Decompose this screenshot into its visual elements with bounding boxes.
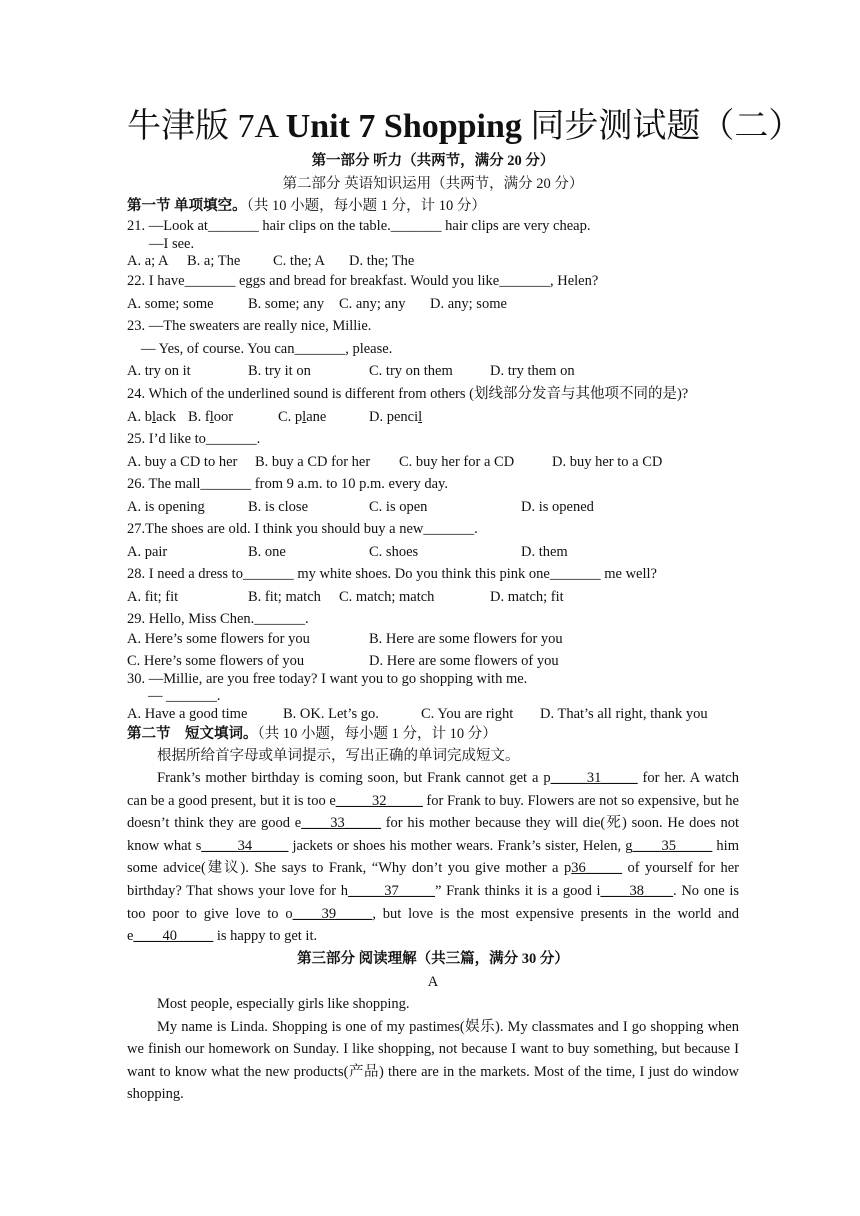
option-b[interactable]: B. buy a CD for her	[255, 454, 371, 470]
option-b[interactable]: B. Here are some flowers for you	[369, 631, 563, 647]
option-b[interactable]: B. try it on	[248, 363, 311, 379]
option-a[interactable]: A. black	[127, 409, 177, 425]
option-b[interactable]: B. some; any	[248, 296, 325, 312]
option-a[interactable]: A. Here’s some flowers for you	[127, 631, 310, 647]
option-d[interactable]: D. the; The	[349, 253, 415, 269]
option-d[interactable]: D. pencil	[369, 409, 423, 425]
option-b[interactable]: B. one	[248, 544, 286, 560]
option-a[interactable]: A. a; A	[127, 253, 169, 269]
option-c[interactable]: C. is open	[369, 499, 428, 515]
part2-heading: 第二部分 英语知识运用（共两节，满分 20 分）	[282, 176, 584, 192]
option-c[interactable]: C. the; A	[273, 253, 325, 269]
option-a[interactable]: A. Have a good time	[127, 706, 248, 722]
option-d[interactable]: D. Here are some flowers of you	[369, 653, 559, 669]
blank-38[interactable]: ____38____	[600, 882, 674, 899]
question-30-reply: — _______.	[148, 688, 221, 704]
passage-a-paragraph-1: Most people, especially girls like shopping.	[157, 996, 410, 1012]
option-c[interactable]: C. You are right	[421, 706, 514, 722]
option-b[interactable]: B. floor	[188, 409, 234, 425]
blank-37[interactable]: _____37_____	[348, 882, 435, 899]
option-c[interactable]: C. any; any	[339, 296, 406, 312]
option-b[interactable]: B. a; The	[187, 253, 241, 269]
passage-a-label: A	[427, 974, 439, 990]
question-23-reply: — Yes, of course. You can_______, please.	[141, 341, 393, 357]
question-26: 26. The mall_______ from 9 a.m. to 10 p.m. every day.	[127, 476, 448, 492]
question-29: 29. Hello, Miss Chen._______.	[127, 611, 309, 627]
option-a[interactable]: A. fit; fit	[127, 589, 179, 605]
section2-heading: 第二节 短文填词。（共 10 小题，每小题 1 分，计 10 分）	[127, 726, 497, 742]
option-c[interactable]: C. Here’s some flowers of you	[127, 653, 305, 669]
option-b[interactable]: B. is close	[248, 499, 309, 515]
blank-34[interactable]: _____34_____	[201, 837, 289, 854]
option-a[interactable]: A. is opening	[127, 499, 205, 515]
option-c[interactable]: C. match; match	[339, 589, 435, 605]
option-d[interactable]: D. any; some	[430, 296, 507, 312]
option-d[interactable]: D. is opened	[521, 499, 594, 515]
cloze-passage: Frank’s mother birthday is coming soon, but Frank cannot get a p_____31_____ for her. A watch can be a good present, but it is too e_____32_____ for Frank to buy. Flowers are not so expensive, but he doesn’t think they are good e____33_____ for his mother because they will die(死) soon. He does not know what s_____34_____ jackets or shoes his mother wears. Frank’s sister, Helen, g____35_____ him some advice(建议). She says to Frank, “Why don’t you give mother a p36_____ of yourself for her birthday? That shows your love for h_____37_____” Frank thinks it is a good i____38____. No one is too poor to give love to o____39_____, but love is the most expensive presents in the world and e____40_____ is happy to get it.	[127, 770, 739, 945]
page-title: 牛津版 7A Unit 7 Shopping 同步测试题（二）	[127, 108, 803, 145]
question-28: 28. I need a dress to_______ my white shoes. Do you think this pink one_______ me well?	[127, 566, 657, 582]
option-c[interactable]: C. plane	[278, 409, 327, 425]
option-d[interactable]: D. match; fit	[490, 589, 564, 605]
passage-a-paragraph-2: My name is Linda. Shopping is one of my pastimes(娱乐). My classmates and I go shopping when we finish our homework on Sunday. I like shopping, not because I want to buy something, but because I want to know what the new products(产品) there are in the markets. Most of the time, I just do window shopping.	[127, 1018, 739, 1103]
option-b[interactable]: B. OK. Let’s go.	[283, 706, 379, 722]
question-27: 27.The shoes are old. I think you should buy a new_______.	[127, 521, 478, 537]
passage-a	[127, 993, 739, 1106]
option-d[interactable]: D. them	[521, 544, 568, 560]
question-21: 21. —Look at_______ hair clips on the table._______ hair clips are very cheap.	[127, 218, 591, 234]
option-d[interactable]: D. That’s all right, thank you	[540, 706, 708, 722]
option-d[interactable]: D. buy her to a CD	[552, 454, 663, 470]
option-a[interactable]: A. try on it	[127, 363, 191, 379]
option-c[interactable]: C. buy her for a CD	[399, 454, 515, 470]
part1-heading: 第一部分 听力（共两节，满分 20 分）	[311, 153, 555, 169]
blank-39[interactable]: ____39_____	[292, 905, 373, 922]
question-24: 24. Which of the underlined sound is different from others (划线部分发音与其他项不同的是)?	[127, 386, 689, 402]
option-b[interactable]: B. fit; match	[248, 589, 321, 605]
blank-32[interactable]: _____32_____	[335, 792, 423, 809]
option-d[interactable]: D. try them on	[490, 363, 575, 379]
section1-heading: 第一节 单项填空。（共 10 小题，每小题 1 分，计 10 分）	[127, 198, 486, 214]
blank-33[interactable]: ____33_____	[301, 815, 381, 832]
question-22: 22. I have_______ eggs and bread for breakfast. Would you like_______, Helen?	[127, 273, 599, 289]
question-25: 25. I’d like to_______.	[127, 431, 261, 447]
option-c[interactable]: C. shoes	[369, 544, 419, 560]
question-30: 30. —Millie, are you free today? I want you to go shopping with me.	[127, 671, 528, 687]
blank-35[interactable]: ____35_____	[632, 837, 713, 854]
part3-heading: 第三部分 阅读理解（共三篇，满分 30 分）	[297, 951, 569, 967]
option-a[interactable]: A. some; some	[127, 296, 214, 312]
section2-instruction: 根据所给首字母或单词提示，写出正确的单词完成短文。	[157, 748, 520, 764]
option-a[interactable]: A. buy a CD to her	[127, 454, 238, 470]
question-21-reply: —I see.	[149, 236, 195, 252]
option-a[interactable]: A. pair	[127, 544, 168, 560]
blank-40[interactable]: ____40_____	[133, 928, 214, 945]
question-23: 23. —The sweaters are really nice, Millie.	[127, 318, 372, 334]
blank-36[interactable]: 36_____	[571, 860, 622, 877]
blank-31[interactable]: _____31_____	[550, 770, 638, 786]
option-c[interactable]: C. try on them	[369, 363, 453, 379]
